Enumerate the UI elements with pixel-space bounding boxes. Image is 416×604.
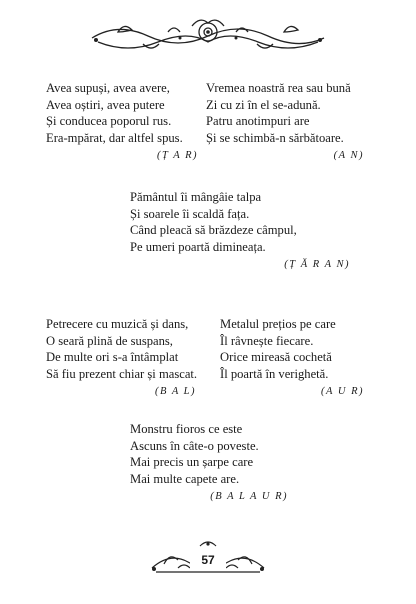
verse-line: De multe ori s-a întâmplat: [46, 350, 179, 364]
verse-line: Și soarele îi scaldă fața.: [130, 206, 250, 221]
verse-line: Era-mpărat, dar altfel spus.: [46, 130, 183, 145]
riddle-answer: (A U R): [321, 386, 364, 397]
verse-line: Metalul prețios pe care: [220, 317, 336, 331]
verse-line: Și conducea poporul rus.: [46, 114, 172, 128]
verse-line: Mai multe capete are.: [130, 471, 240, 486]
verse-line: Să fiu prezent chiar și mascat.: [46, 366, 198, 381]
verse-line: Avea oștiri, avea putere: [46, 97, 165, 112]
verse-line: Îl poartă în verighetă.: [220, 366, 329, 381]
riddle-answer: (A N): [333, 150, 364, 161]
verse-line: Avea supuși, avea avere,: [46, 81, 170, 95]
verse-line: O seară plină de suspans,: [46, 333, 173, 348]
verse-line: Zi cu zi în el se-adună.: [206, 97, 321, 112]
verse-line: Îl râvnește fiecare.: [220, 333, 314, 348]
riddle-answer: (B A L A U R): [210, 491, 288, 502]
riddle-5: [220, 316, 364, 410]
verse-line: Ascuns în câte-o poveste.: [130, 438, 259, 453]
riddle-6: [130, 421, 288, 515]
riddle-2: [206, 80, 364, 174]
verse-line: Mai precis un șarpe care: [130, 455, 254, 469]
verse-line: Orice mireasă cochetă: [220, 350, 332, 364]
verse-line: Pe umeri poartă dimineața.: [130, 239, 266, 254]
riddle-answer: (B A L): [154, 386, 196, 397]
page-number: 57: [190, 550, 226, 570]
verse-line: Când pleacă să brăzdeze câmpul,: [130, 223, 297, 237]
verse-line: Pământul îi mângâie talpa: [130, 190, 262, 204]
verse-line: Monstru fioros ce este: [130, 422, 243, 436]
riddle-4: [46, 316, 196, 410]
riddle-1: [46, 80, 198, 174]
verse-line: Petrecere cu muzică și dans,: [46, 317, 189, 331]
riddle-3: [130, 189, 350, 283]
riddle-answer: (Ț Ă R A N): [284, 259, 350, 270]
floral-ornament-icon: [88, 14, 328, 56]
verse-line: Patru anotimpuri are: [206, 114, 310, 128]
verse-line: Vremea noastră rea sau bună: [206, 81, 351, 95]
riddle-answer: (Ț A R): [156, 150, 198, 161]
verse-line: Și se schimbă-n sărbătoare.: [206, 130, 344, 145]
